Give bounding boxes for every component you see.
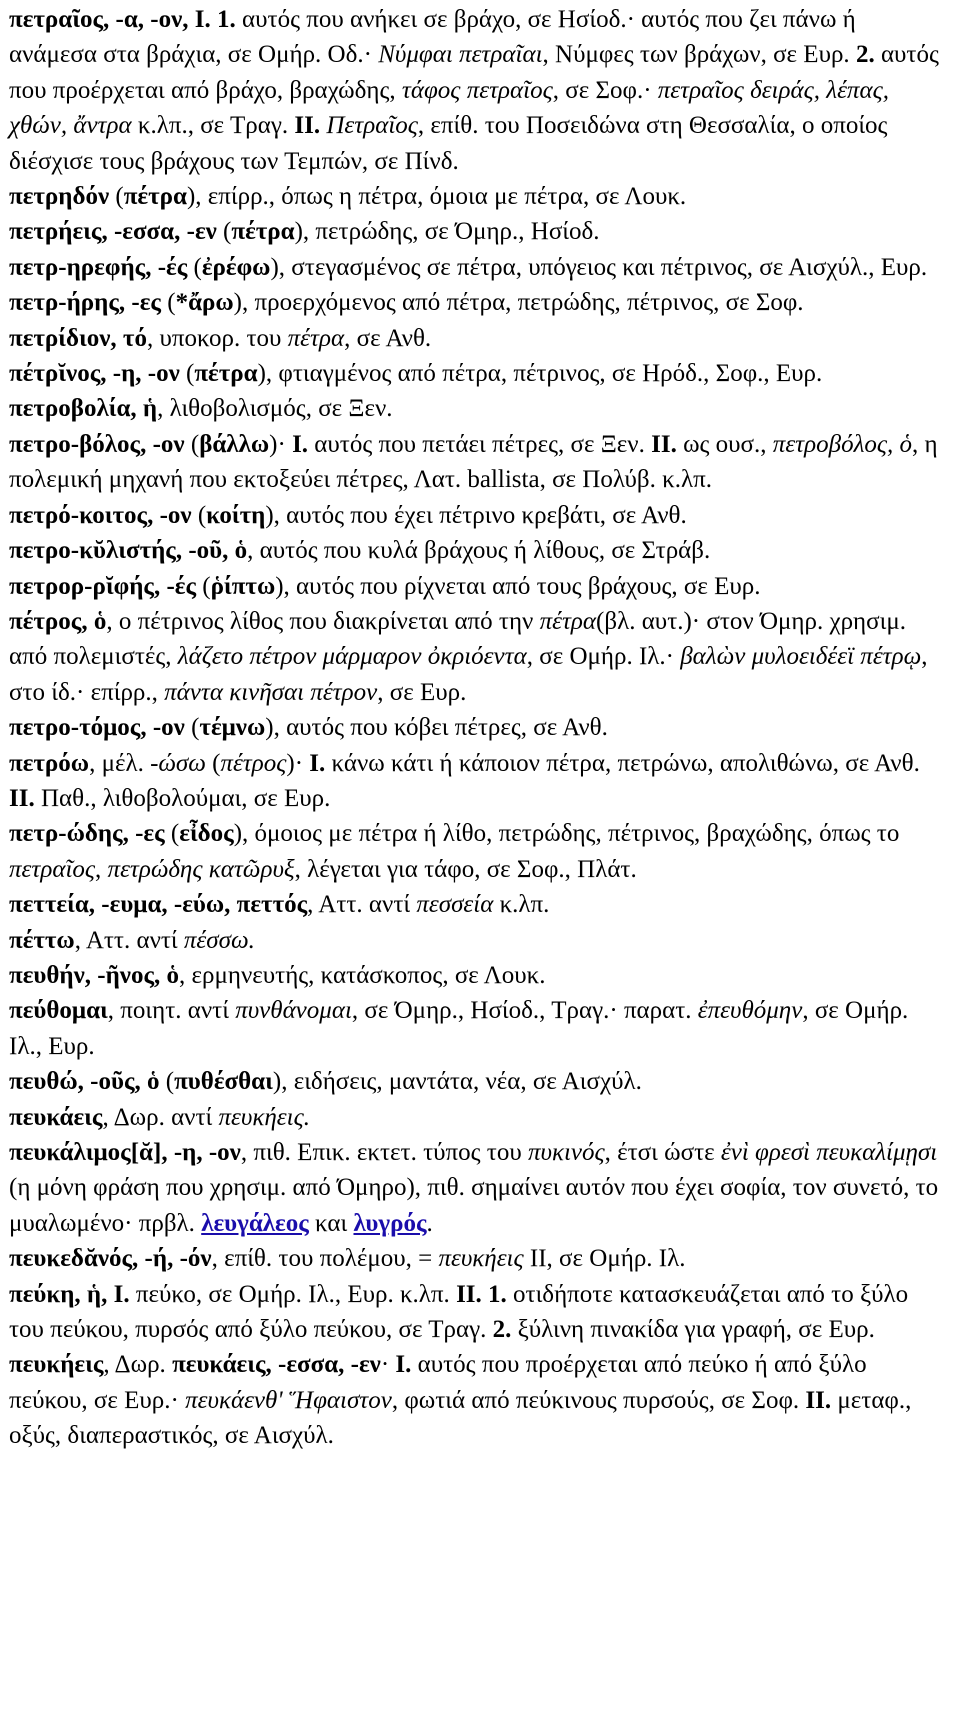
headword-or-marker: 2. — [492, 1316, 512, 1344]
entry-text: ΙΙ, σε Ομήρ. Ιλ. — [523, 1245, 686, 1273]
entry-text: ( — [160, 289, 176, 317]
dictionary-entry — [9, 604, 946, 710]
headword-or-marker: ῥίπτω — [210, 572, 276, 600]
headword-or-marker: πεύθομαι — [9, 997, 108, 1025]
entry-text: ( — [196, 572, 211, 600]
headword-or-marker: πετρο-βόλος, -ον — [9, 430, 185, 458]
headword-or-marker: πέτρα — [194, 360, 258, 388]
dictionary-entry — [9, 250, 946, 285]
italic-citation: πετραῖος δειράς, λέπας, χθών, ἄντρα — [9, 76, 889, 140]
entry-text: , Νύμφες των βράχων, σε Ευρ. — [542, 41, 856, 69]
italic-citation: πάντα κινῆσαι πέτρον — [164, 678, 378, 706]
entry-text: , επίθ. του Ποσειδώνα στη Θεσσαλία, ο οποίος διέσχισε τους βράχους των Τεμπών, σε Πίνδ. — [9, 112, 888, 175]
headword-or-marker: πέττω — [9, 926, 75, 954]
headword-or-marker: II. 1. — [456, 1280, 507, 1308]
dictionary-entry — [9, 569, 946, 604]
italic-citation: τάφος πετραῖος — [401, 76, 553, 104]
headword-or-marker: ἐρέφω — [201, 253, 271, 281]
entry-text: πεύκο, σε Ομήρ. Ιλ., Ευρ. κ.λπ. — [129, 1280, 457, 1308]
headword-or-marker: πετρο-τόμος, -ον — [9, 714, 185, 742]
dictionary-entry — [9, 321, 946, 356]
headword-or-marker: πευθήν, -ῆνος, ὁ — [9, 961, 180, 989]
entry-text: ), στεγασμένος σε πέτρα, υπόγειος και πέτρινος, σε Αισχύλ., Ευρ. — [270, 253, 928, 281]
entry-text: )· — [269, 430, 293, 458]
entry-list — [9, 2, 946, 1454]
italic-citation: πέτρος — [220, 749, 287, 777]
italic-citation: πευκήεις — [438, 1245, 524, 1273]
headword-or-marker: πετρ-ηρεφής, -ές — [9, 253, 188, 281]
headword-or-marker: βάλλω — [199, 430, 270, 458]
entry-text: αυτός που προέρχεται από βράχο, βραχώδης, — [9, 41, 939, 104]
headword-or-marker: πευκήεις — [9, 1351, 104, 1379]
entry-text: , στο ίδ.· επίρρ., — [9, 643, 928, 706]
entry-text: , Αττ. αντί — [74, 926, 184, 954]
entry-text: ), επίρρ., όπως η πέτρα, όμοια με πέτρα, σε Λουκ. — [186, 183, 687, 211]
entry-text: κ.λπ., σε Τραγ. — [131, 112, 295, 140]
headword-or-marker: πετρίδιον, τό — [9, 324, 147, 352]
entry-text: ( — [179, 360, 195, 388]
headword-or-marker: I. — [292, 430, 309, 458]
dictionary-entry — [9, 427, 946, 498]
headword-or-marker: πετρο-κῠλιστής, -οῦ, ὁ — [9, 537, 248, 565]
headword-or-marker: II. — [651, 430, 677, 458]
entry-text: . — [426, 1209, 433, 1237]
italic-citation: λάζετο πέτρον μάρμαρον ὀκριόεντα — [177, 643, 527, 671]
dictionary-entry — [9, 1100, 946, 1135]
entry-text: , λέγεται για τάφο, σε Σοφ., Πλάτ. — [294, 855, 637, 883]
headword-or-marker: I. — [309, 749, 326, 777]
headword-or-marker: πετρ-ώδης, -ες — [9, 820, 165, 848]
entry-text: (βλ. αυτ.)· στον Όμηρ. χρησιμ. από πολεμιστές, — [9, 607, 906, 671]
dictionary-entry — [9, 1135, 946, 1241]
entry-text: ως ουσ., — [676, 430, 773, 458]
italic-citation: πέτρα — [287, 324, 345, 352]
italic-citation: πετραῖος — [9, 855, 96, 883]
entry-text: , — [95, 855, 108, 883]
entry-text: ), φτιαγμένος από πέτρα, πέτρινος, σε Ηρόδ., Σοφ., Ευρ. — [257, 360, 823, 388]
entry-text: ), όμοιος με πέτρα ή λίθο, πετρώδης, πέτρινος, βραχώδης, όπως το — [233, 820, 900, 848]
headword-or-marker: πέτρῐνος, -η, -ον — [9, 360, 180, 388]
headword-or-marker: πευθώ, -οῦς, ὁ — [9, 1068, 160, 1096]
italic-citation: πέτρα — [539, 607, 597, 635]
dictionary-entry — [9, 498, 946, 533]
dictionary-entry — [9, 1277, 946, 1348]
entry-text: , σε Σοφ.· — [552, 76, 658, 104]
entry-text: )· — [286, 749, 310, 777]
entry-text: μεταφ., οξύς, διαπεραστικός, σε Αισχύλ. — [9, 1386, 912, 1450]
entry-text: , λιθοβολισμός, σε Ξεν. — [157, 395, 393, 423]
entry-text: αυτός που ανήκει σε βράχο, σε Ησίοδ.· αυτός που ζει πάνω ή ανάμεσα στα βράχια, σε Ομήρ. Οδ.· — [9, 6, 856, 69]
entry-text: ), πετρώδης, σε Όμηρ., Ησίοδ. — [294, 218, 600, 246]
entry-text: ( — [187, 253, 202, 281]
entry-text: αυτός που πετάει πέτρες, σε Ξεν. — [308, 430, 652, 458]
headword-or-marker: πετρηδόν — [9, 183, 110, 211]
cross-reference-link[interactable]: λευγάλεος — [201, 1209, 309, 1237]
entry-text: κ.λπ. — [493, 891, 550, 919]
headword-or-marker: πέτρα — [123, 183, 187, 211]
entry-text: και — [308, 1209, 354, 1237]
headword-or-marker: πευκάεις, -εσσα, -εν — [172, 1351, 381, 1379]
dictionary-entry — [9, 356, 946, 391]
entry-text: , ο πέτρινος λίθος που διακρίνεται από την — [106, 607, 540, 635]
headword-or-marker: πετρό-κοιτος, -ον — [9, 501, 192, 529]
entry-text: ( — [184, 714, 200, 742]
headword-or-marker: πεττεία, -ευμα, -εύω, πεττός — [9, 891, 308, 919]
headword-or-marker: I. — [395, 1351, 412, 1379]
italic-citation: ἐπευθόμην — [697, 997, 803, 1025]
italic-citation: πετρώδης κατῶρυξ — [107, 855, 295, 883]
italic-citation: Πετραῖος — [326, 112, 418, 140]
entry-text: , υποκορ. του — [146, 324, 288, 352]
entry-text: ), αυτός που έχει πέτρινο κρεβάτι, σε Ανθ. — [265, 501, 687, 529]
entry-text: , ποιητ. αντί — [107, 997, 236, 1025]
entry-text: , ερμηνευτής, κατάσκοπος, σε Λουκ. — [179, 961, 546, 989]
entry-text: αυτός που προέρχεται από πεύκο ή από ξύλο πεύκου, σε Ευρ.· — [9, 1351, 867, 1414]
headword-or-marker: πετρόω — [9, 749, 90, 777]
headword-or-marker: πετρήεις, -εσσα, -εν — [9, 218, 217, 246]
entry-text: ξύλινη πινακίδα για γραφή, σε Ευρ. — [511, 1316, 875, 1344]
italic-citation: πέσσω. — [183, 926, 255, 954]
entry-text: , σε Ομήρ. Ιλ., Ευρ. — [9, 997, 909, 1060]
headword-or-marker: κοίτη — [206, 501, 266, 529]
italic-citation: πευκάενθ' Ἥφαιστον — [185, 1386, 392, 1414]
headword-or-marker: πετρ-ήρης, -ες — [9, 289, 161, 317]
entry-text: κάνω κάτι ή κάποιον πέτρα, πετρώνω, απολιθώνω, σε Ανθ. — [325, 749, 920, 777]
italic-citation: βαλὼν μυλοειδέεϊ πέτρῳ — [680, 643, 922, 671]
entry-text: , φωτιά από πεύκινους πυρσούς, σε Σοφ. — [391, 1386, 806, 1414]
dictionary-entry — [9, 1064, 946, 1099]
dictionary-entry — [9, 2, 946, 179]
entry-text: ( — [159, 1068, 175, 1096]
entry-text: , Δωρ. αντί — [102, 1103, 219, 1131]
dictionary-entry — [9, 1347, 946, 1453]
entry-text: , έτσι ώστε — [604, 1139, 721, 1166]
dictionary-entry — [9, 179, 946, 214]
dictionary-entry — [9, 533, 946, 568]
headword-or-marker: πετρορ-ρῐφής, -ές — [9, 572, 197, 600]
entry-text: , μέλ. — [89, 749, 151, 777]
headword-or-marker: πέτρος, ὁ — [9, 607, 107, 635]
italic-citation: πυκινός — [527, 1139, 605, 1166]
headword-or-marker: πετροβολία, ἡ — [9, 395, 158, 423]
entry-text: ), αυτός που κόβει πέτρες, σε Ανθ. — [265, 714, 608, 742]
headword-or-marker: τέμνω — [199, 714, 266, 742]
dictionary-entry — [9, 214, 946, 249]
entry-text: ), ειδήσεις, μαντάτα, νέα, σε Αισχύλ. — [272, 1068, 642, 1096]
entry-text: · — [380, 1351, 396, 1379]
headword-or-marker: πεύκη, ἡ, I. — [9, 1280, 130, 1308]
dictionary-entry — [9, 1241, 946, 1276]
dictionary-entry — [9, 285, 946, 320]
entry-text: ( — [205, 749, 221, 777]
headword-or-marker: εἶδος — [179, 820, 234, 848]
entry-text: , σε Όμηρ., Ησίοδ., Τραγ.· παρατ. — [351, 997, 698, 1025]
headword-or-marker: II. — [294, 112, 321, 140]
entry-text: , η πολεμική μηχανή που εκτοξεύει πέτρες, Λατ. ballista, σε Πολύβ. κ.λπ. — [9, 430, 938, 494]
headword-or-marker: πετραῖος, -α, -ον, I. 1. — [9, 6, 236, 33]
italic-citation: Νύμφαι πετραῖαι — [378, 41, 543, 69]
entry-text: , σε Ομήρ. Ιλ.· — [526, 643, 681, 671]
cross-reference-link[interactable]: λυγρός — [353, 1209, 427, 1237]
entry-text: , επίθ. του πολέμου, = — [211, 1245, 439, 1273]
entry-text: ), προερχόμενος από πέτρα, πετρώδης, πέτρινος, σε Σοφ. — [233, 289, 804, 317]
dictionary-entry — [9, 710, 946, 745]
dictionary-entry — [9, 923, 946, 958]
entry-text: (η μόνη φράση που χρησιμ. από Όμηρο), πιθ. σημαίνει αυτόν που έχει σοφία, τον συνετό, το μυαλωμένο· πρβλ. — [9, 1174, 939, 1237]
entry-text: ( — [109, 183, 124, 211]
headword-or-marker: II. — [805, 1386, 832, 1414]
headword-or-marker: II. — [9, 784, 35, 812]
headword-or-marker: 2. — [855, 41, 875, 69]
dictionary-entry — [9, 958, 946, 993]
entry-text: ( — [184, 430, 200, 458]
headword-or-marker: πυθέσθαι — [174, 1068, 273, 1096]
entry-text: ( — [191, 501, 207, 529]
italic-citation: -ώσω — [150, 749, 206, 777]
entry-text: , αυτός που κυλά βράχους ή λίθους, σε Στράβ. — [247, 537, 711, 565]
entry-text: ( — [216, 218, 232, 246]
headword-or-marker: πευκάλιμος[ᾰ], -η, -ον — [9, 1139, 241, 1166]
entry-text: ), αυτός που ρίχνεται από τους βράχους, σε Ευρ. — [275, 572, 761, 600]
italic-citation: πευκήεις. — [218, 1103, 310, 1131]
dictionary-entry — [9, 391, 946, 426]
headword-or-marker: πευκεδᾰνός, -ή, -όν — [9, 1245, 212, 1273]
italic-citation: ἐνὶ φρεσὶ πευκαλίμῃσι — [720, 1139, 938, 1166]
italic-citation: πεσσεία — [416, 891, 494, 919]
dictionary-entry — [9, 993, 946, 1064]
dictionary-entry — [9, 887, 946, 922]
headword-or-marker: πευκάεις — [9, 1103, 103, 1131]
entry-text: , Αττ. αντί — [307, 891, 417, 919]
entry-text: , σε Ευρ. — [377, 678, 467, 706]
entry-text: Παθ., λιθοβολούμαι, σε Ευρ. — [34, 784, 331, 812]
headword-or-marker: πέτρα — [231, 218, 295, 246]
entry-text: , σε Ανθ. — [344, 324, 432, 352]
dictionary-entry — [9, 816, 946, 887]
entry-text: , Δωρ. — [103, 1351, 173, 1379]
entry-text: ( — [164, 820, 180, 848]
italic-citation: πυνθάνομαι — [235, 997, 352, 1025]
entry-text: οτιδήποτε κατασκευάζεται από το ξύλο του πεύκου, πυρσός από ξύλο πεύκου, σε Τραγ. — [9, 1280, 909, 1344]
dictionary-entry — [9, 746, 946, 817]
headword-or-marker: *ἄρω — [175, 289, 234, 317]
entry-text: , πιθ. Επικ. εκτετ. τύπος του — [240, 1139, 528, 1166]
italic-citation: πετροβόλος, ὁ — [772, 430, 913, 458]
